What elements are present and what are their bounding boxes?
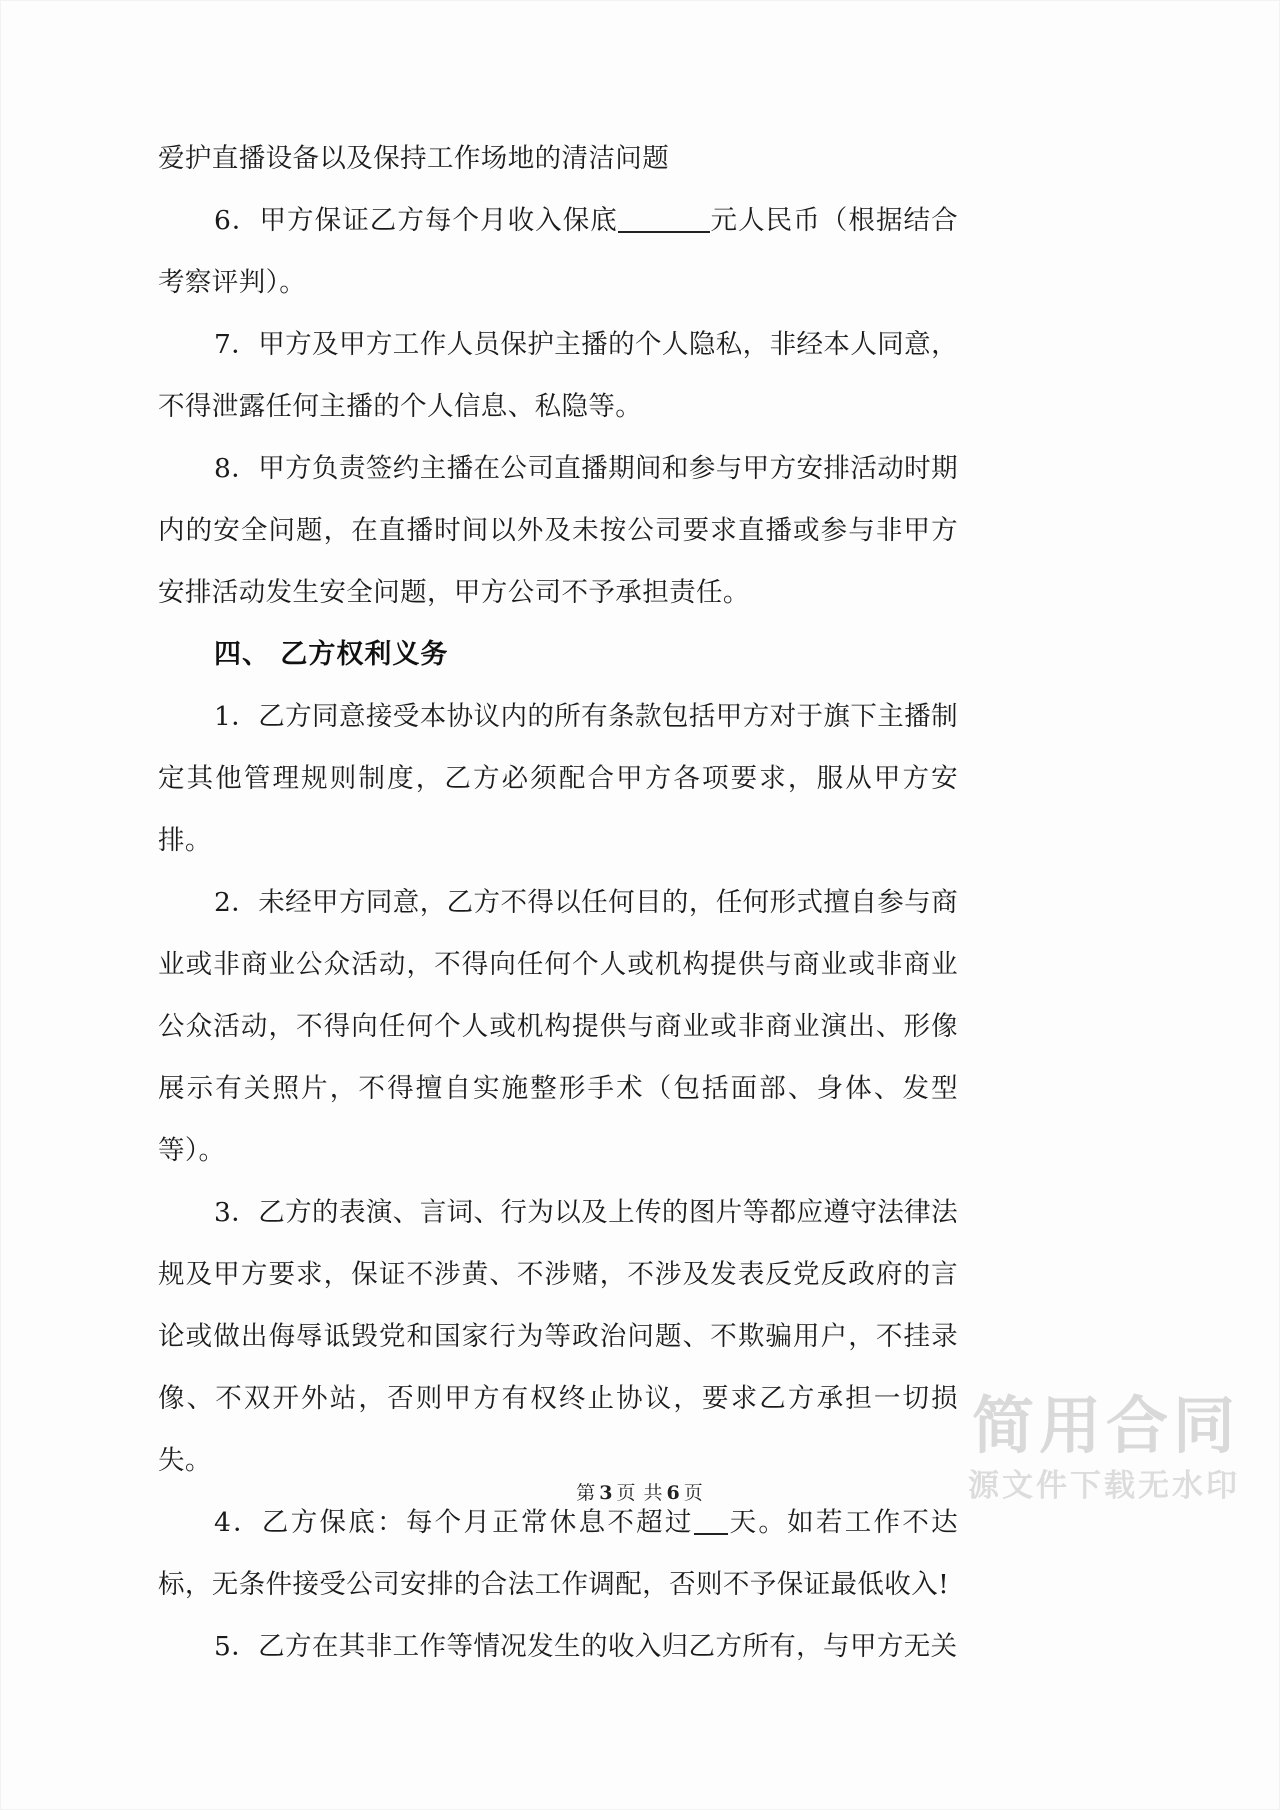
paragraph-continued: 爱护直播设备以及保持工作场地的清洁问题 bbox=[158, 143, 670, 174]
footer-page-number: 3 bbox=[599, 1482, 614, 1504]
paragraph-s4-clause-4 bbox=[158, 1492, 958, 1616]
footer-suffix: 页 bbox=[683, 1482, 704, 1504]
page-footer bbox=[0, 1478, 1280, 1505]
paragraph-clause-6 bbox=[158, 190, 958, 314]
amount-blank-field[interactable] bbox=[618, 231, 710, 233]
section-heading-four: 四、 乙方权利义务 bbox=[214, 639, 449, 670]
rest-days-blank-field[interactable] bbox=[694, 1533, 728, 1535]
paragraph-s4-clause-1: 1．乙方同意接受本协议内的所有条款包括甲方对于旗下主播制定其他管理规则制度，乙方必须配合甲方各项要求，服从甲方安排。 bbox=[158, 701, 958, 856]
paragraph-s4-clause-5: 5．乙方在其非工作等情况发生的收入归乙方所有，与甲方无关 bbox=[214, 1631, 958, 1662]
paragraph-s4-clause-2: 2．未经甲方同意，乙方不得以任何目的，任何形式擅自参与商业或非商业公众活动，不得向任何个人或机构提供与商业或非商业公众活动，不得向任何个人或机构提供与商业或非商业演出、形像展示有关照片，不得擅自实施整形手术（包括面部、身体、发型等）。 bbox=[158, 887, 958, 1166]
paragraph-clause-8: 8．甲方负责签约主播在公司直播期间和参与甲方安排活动时期内的安全问题，在直播时间以外及未按公司要求直播或参与非甲方安排活动发生安全问题，甲方公司不予承担责任。 bbox=[158, 453, 958, 608]
footer-middle: 页 共 bbox=[616, 1482, 664, 1504]
footer-page-total: 6 bbox=[666, 1482, 681, 1504]
clause-6-text-after-blank: 元人民币（根据结合考察评判）。 bbox=[158, 205, 958, 298]
document-body bbox=[158, 128, 958, 1678]
clause-4-text-before-blank: 4．乙方保底：每个月正常休息不超过 bbox=[214, 1507, 694, 1538]
watermark-brand: 简用合同 bbox=[971, 1389, 1240, 1462]
clause-4-text-after-blank: 天。如若工作不达标，无条件接受公司安排的合法工作调配，否则不予保证最低收入! bbox=[158, 1507, 958, 1600]
footer-prefix: 第 bbox=[576, 1482, 597, 1504]
paragraph-s4-clause-3: 3．乙方的表演、言词、行为以及上传的图片等都应遵守法律法规及甲方要求，保证不涉黄、不涉赌，不涉及发表反党反政府的言论或做出侮辱诋毁党和国家行为等政治问题、不欺骗用户，不挂录像、不双开外站，否则甲方有权终止协议，要求乙方承担一切损失。 bbox=[158, 1197, 958, 1476]
clause-6-text-before-blank: 6．甲方保证乙方每个月收入保底 bbox=[214, 205, 618, 236]
watermark-tagline: 源文件下载无水印 bbox=[968, 1468, 1240, 1504]
paragraph-clause-7: 7．甲方及甲方工作人员保护主播的个人隐私，非经本人同意，不得泄露任何主播的个人信息、私隐等。 bbox=[158, 329, 958, 422]
